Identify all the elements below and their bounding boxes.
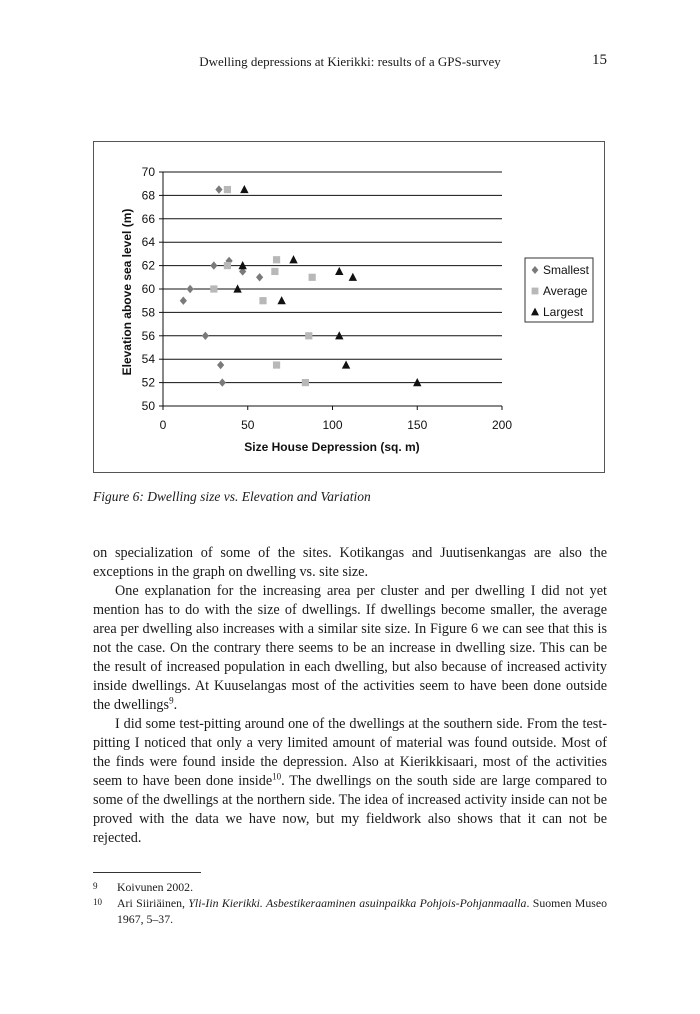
- footnote-number: 10: [93, 897, 102, 907]
- footnote-divider: [93, 872, 201, 873]
- data-point-average: [259, 297, 266, 304]
- footnote-ref-9: 9: [169, 695, 174, 706]
- paragraph-2-text: One explanation for the increasing area per cluster and per dwelling I did not yet mention has to do with the size of dwellings. If dwellings become smaller, the average area per dwelling also increases with a similar site size. In Figure 6 we can see that this is not the case. On the contrary there seems to be an increase in dwelling size. This can be the result of increased population in each dwelling, but also because of increased activity inside dwellings. At Kuuselangas most of the activities seem to have been done outside the dwellings: [93, 583, 607, 713]
- footnote-number: 9: [93, 881, 98, 891]
- data-point-largest: [277, 296, 285, 304]
- body-text: [93, 544, 607, 848]
- figure-caption: Figure 6: Dwelling size vs. Elevation and Variation: [93, 489, 371, 504]
- y-tick-label: 54: [141, 352, 155, 367]
- scatter-chart: [94, 142, 606, 474]
- data-point-average: [224, 186, 231, 193]
- data-point-smallest: [215, 185, 222, 193]
- y-tick-label: 52: [141, 375, 155, 390]
- y-tick-label: 64: [141, 235, 155, 250]
- running-title: Dwelling depressions at Kierikki: results of a GPS-survey: [199, 54, 501, 69]
- data-point-average: [271, 268, 278, 275]
- x-axis-label: Size House Depression (sq. m): [244, 440, 420, 454]
- footnote-text-source: . Suomen Museo 1967, 5–37.: [117, 896, 607, 926]
- data-point-smallest: [219, 378, 226, 386]
- data-point-smallest: [210, 261, 217, 269]
- legend-label-largest: Largest: [543, 305, 584, 319]
- footnote-9: [93, 879, 607, 895]
- y-tick-label: 68: [141, 188, 155, 203]
- data-point-largest: [240, 185, 248, 193]
- data-points: [180, 185, 422, 387]
- y-tick-label: 56: [141, 328, 155, 343]
- legend-label-smallest: Smallest: [543, 263, 590, 277]
- data-point-average: [273, 361, 280, 368]
- footnote-text-author: Ari Siiriäinen,: [117, 896, 189, 910]
- y-tick-label: 60: [141, 282, 155, 296]
- data-point-largest: [335, 331, 343, 339]
- legend: [525, 258, 593, 322]
- x-tick-label: 150: [407, 418, 428, 432]
- paragraph-2-end: .: [173, 697, 178, 713]
- data-point-smallest: [202, 332, 209, 340]
- paragraph-3-end: . The dwellings on the south side are large compared to some of the dwellings at the northern side. The idea of increased activity inside can not be proved with the data we have now, but my fieldwork also shows that it can not be rejected.: [93, 773, 607, 846]
- y-axis-label: Elevation above sea level (m): [120, 208, 134, 376]
- paragraph-2: [93, 582, 607, 715]
- paragraph-3: [93, 715, 607, 848]
- y-tick-label: 66: [141, 211, 155, 226]
- running-header: [93, 54, 607, 74]
- footnotes: [93, 879, 607, 927]
- y-tick-label: 50: [141, 399, 155, 413]
- data-point-average: [210, 285, 217, 292]
- page-number: 15: [592, 52, 607, 68]
- y-tick-label: 70: [141, 165, 155, 179]
- data-point-largest: [289, 255, 297, 263]
- data-point-smallest: [187, 285, 194, 293]
- footnote-text-title: Yli-Iin Kierikki. Asbestikeraaminen asuinpaikka Pohjois-Pohjanmaalla: [188, 896, 527, 910]
- data-point-smallest: [256, 273, 263, 281]
- data-point-average: [302, 379, 309, 386]
- footnote-text: Koivunen 2002.: [117, 880, 194, 894]
- footnote-10: [93, 895, 607, 927]
- x-tick-label: 200: [491, 418, 513, 432]
- data-point-largest: [349, 273, 357, 281]
- data-point-largest: [335, 267, 343, 275]
- data-point-smallest: [217, 361, 224, 369]
- y-tick-label: 58: [141, 305, 155, 320]
- paragraph-3-text: I did some test-pitting around one of the dwellings at the southern side. From the test-pitting I noticed that only a very limited amount of material was found outside. Most of the finds were found inside the depression. Also at Kierikkisaari, most of the activities seem to have been done inside: [93, 716, 607, 789]
- y-tick-label: 62: [141, 258, 155, 273]
- data-point-average: [273, 256, 280, 263]
- footnote-ref-10: 10: [272, 771, 282, 782]
- data-point-average: [305, 332, 312, 339]
- data-point-smallest: [180, 297, 187, 305]
- tick-labels: [142, 165, 513, 432]
- figure-frame: [93, 141, 605, 473]
- legend-marker-average: [532, 288, 539, 295]
- data-point-largest: [342, 360, 350, 368]
- legend-label-average: Average: [543, 284, 588, 298]
- paragraph-1: on specialization of some of the sites. Kotikangas and Juutisenkangas are also the exceptions in the graph on dwelling vs. site size.: [93, 545, 607, 580]
- data-point-average: [224, 262, 231, 269]
- x-tick-label: 0: [159, 418, 167, 432]
- x-tick-label: 50: [241, 418, 255, 432]
- data-point-average: [309, 274, 316, 281]
- x-tick-label: 100: [322, 418, 343, 432]
